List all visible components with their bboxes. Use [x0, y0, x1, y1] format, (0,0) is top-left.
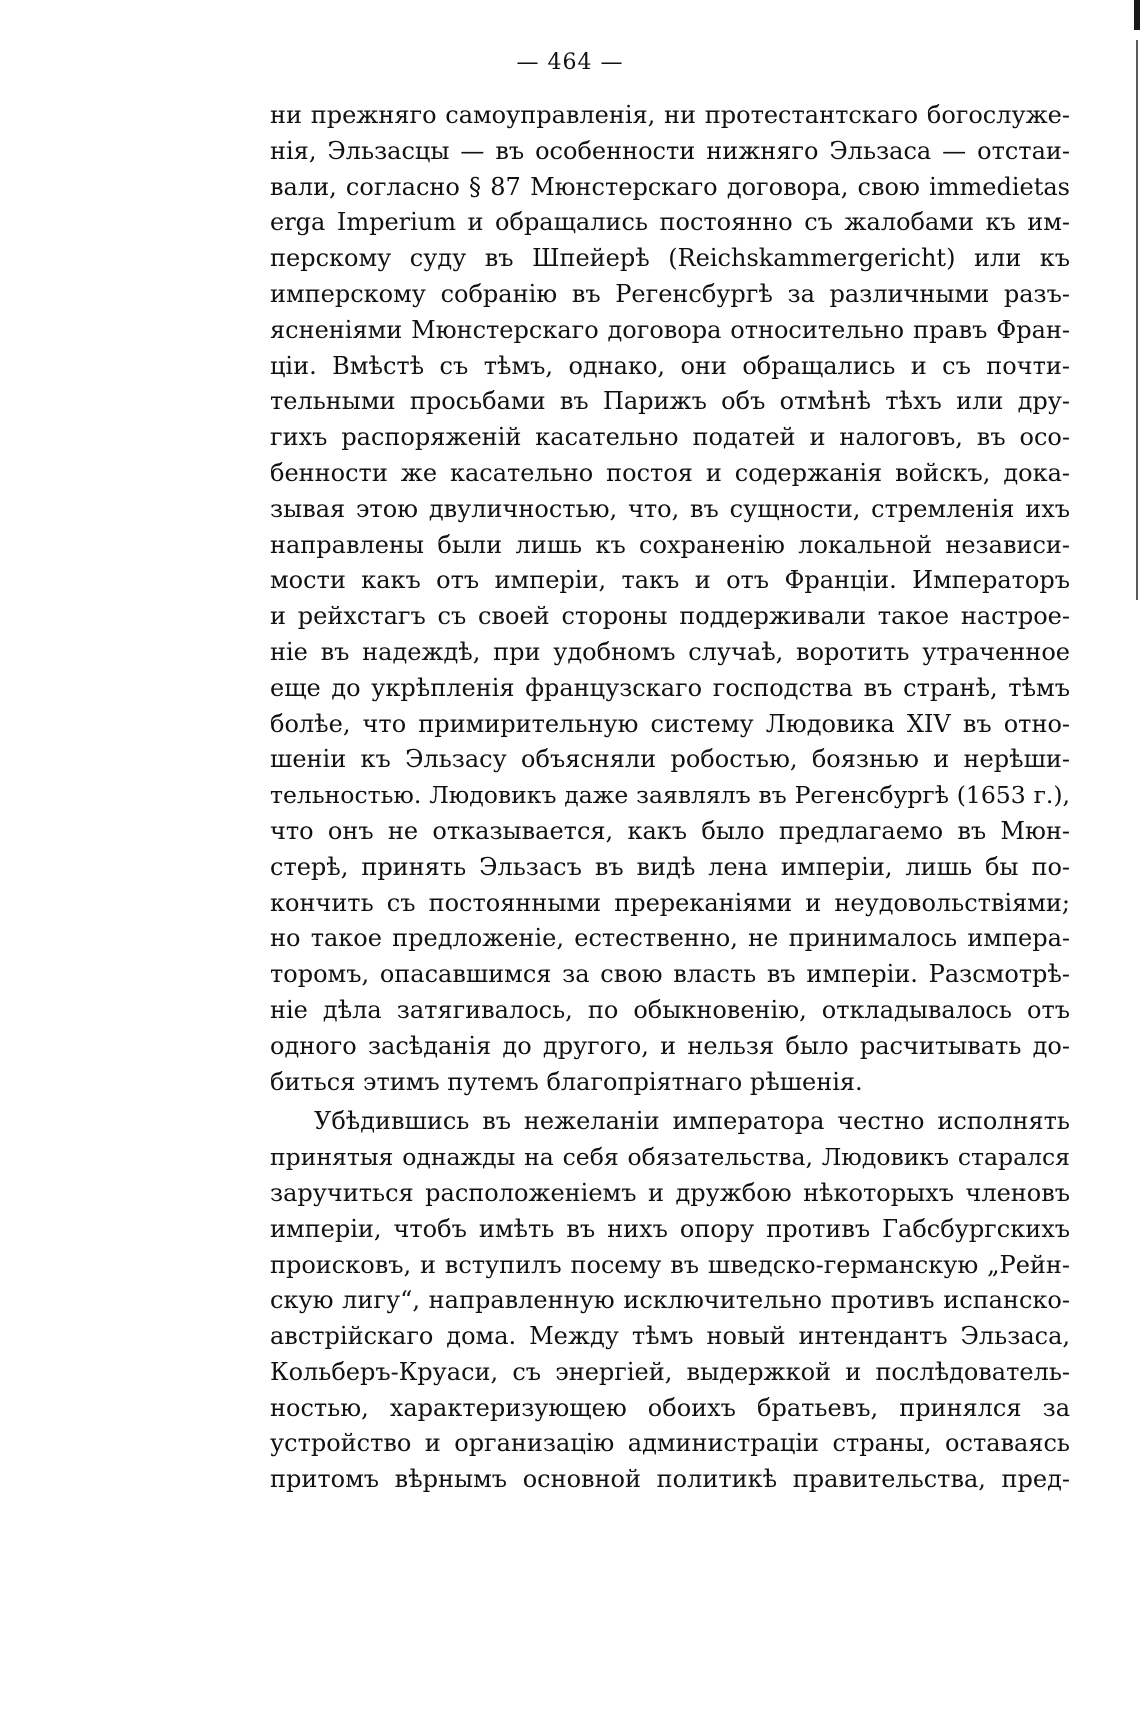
text-line: биться этимъ путемъ благопріятнаго рѣшенія.	[270, 1067, 863, 1096]
text-line: ясненіями Мюнстерскаго договора относительно правъ Фран-	[270, 315, 1070, 344]
text-line: тельными просьбами въ Парижъ объ отмѣнѣ тѣхъ или дру-	[270, 387, 1070, 416]
text-line: и рейхстагъ съ своей стороны поддерживали такое настрое-	[270, 602, 1070, 631]
text-line: нія, Эльзасцы — въ особенности нижняго Эльзаса — отстаи-	[270, 136, 1070, 165]
text-line: одного засѣданія до другого, и нельзя было расчитывать до-	[270, 1031, 1070, 1060]
page-edge-mark	[1134, 0, 1140, 30]
text-line: австрійскаго дома. Между тѣмъ новый интендантъ Эльзаса,	[270, 1322, 1070, 1351]
text-line: заручиться расположеніемъ и дружбою нѣкоторыхъ членовъ	[270, 1178, 1070, 1207]
text-line: Убѣдившись въ нежеланіи императора честно исполнять	[314, 1107, 1070, 1136]
text-line: устройство и организацію администраціи страны, оставаясь	[270, 1429, 1070, 1458]
paragraph	[270, 98, 1070, 1100]
text-line: бенности же касательно постоя и содержанія войскъ, дока-	[270, 458, 1070, 487]
text-line: зывая этою двуличностью, что, въ сущности, стремленія ихъ	[270, 494, 1070, 523]
page-edge-line	[1136, 40, 1138, 600]
text-line: Кольберъ-Круаси, съ энергіей, выдержкой и послѣдователь-	[270, 1357, 1070, 1386]
text-line: что онъ не отказывается, какъ было предлагаемо въ Мюн-	[270, 816, 1070, 845]
text-line: тельностью. Людовикъ даже заявлялъ въ Регенсбургѣ (1653 г.),	[270, 781, 1070, 810]
text-line: ни прежняго самоуправленія, ни протестантскаго богослуже-	[270, 101, 1070, 129]
text-line: принятыя однажды на себя обязательства, Людовикъ старался	[270, 1143, 1070, 1172]
text-line: болѣе, что примирительную систему Людовика XIV въ отно-	[270, 709, 1070, 738]
text-line: еще до укрѣпленія французскаго господства въ странѣ, тѣмъ	[270, 673, 1070, 702]
text-line: имперскому собранію въ Регенсбургѣ за различными разъ-	[270, 279, 1070, 308]
text-line: ніе въ надеждѣ, при удобномъ случаѣ, воротить утраченное	[270, 637, 1070, 666]
text-line: ніе дѣла затягивалось, по обыкновенію, откладывалось отъ	[270, 995, 1070, 1024]
text-line: стерѣ, принять Эльзасъ въ видѣ лена имперіи, лишь бы по-	[270, 852, 1070, 881]
text-line: притомъ вѣрнымъ основной политикѣ правительства, пред-	[270, 1465, 1070, 1494]
text-line: ностью, характеризующею обоихъ братьевъ, принялся за	[270, 1393, 1070, 1422]
text-line: шеніи къ Эльзасу объясняли робостью, боязнью и нерѣши-	[270, 745, 1070, 774]
text-line: торомъ, опасавшимся за свою власть въ имперіи. Разсмотрѣ-	[270, 960, 1070, 989]
text-line: вали, согласно § 87 Мюнстерскаго договора, свою immedietas	[270, 172, 1070, 201]
text-line: ціи. Вмѣстѣ съ тѣмъ, однако, они обращались и съ почти-	[270, 351, 1070, 380]
text-line: происковъ, и вступилъ посему въ шведско-германскую „Рейн-	[270, 1250, 1070, 1279]
text-line: гихъ распоряженій касательно податей и налоговъ, въ осо-	[270, 423, 1070, 452]
text-line: перскому суду въ Шпейерѣ (Reichskammergericht) или къ	[270, 244, 1070, 273]
page-number: — 464 —	[516, 50, 624, 75]
text-line: имперіи, чтобъ имѣть въ нихъ опору противъ Габсбургскихъ	[270, 1214, 1070, 1243]
text-line: мости какъ отъ имперіи, такъ и отъ Франціи. Императоръ	[270, 566, 1070, 595]
paragraph	[270, 1104, 1070, 1498]
body-text	[270, 98, 1070, 1498]
text-line: направлены были лишь къ сохраненію локальной независи-	[270, 530, 1070, 559]
text-line: кончить съ постоянными пререканіями и неудовольствіями;	[270, 888, 1070, 917]
text-line: но такое предложеніе, естественно, не принималось импера-	[270, 924, 1070, 953]
text-line: erga Imperium и обращались постоянно съ жалобами къ им-	[270, 208, 1070, 237]
text-line: скую лигу“, направленную исключительно противъ испанско-	[270, 1286, 1070, 1315]
